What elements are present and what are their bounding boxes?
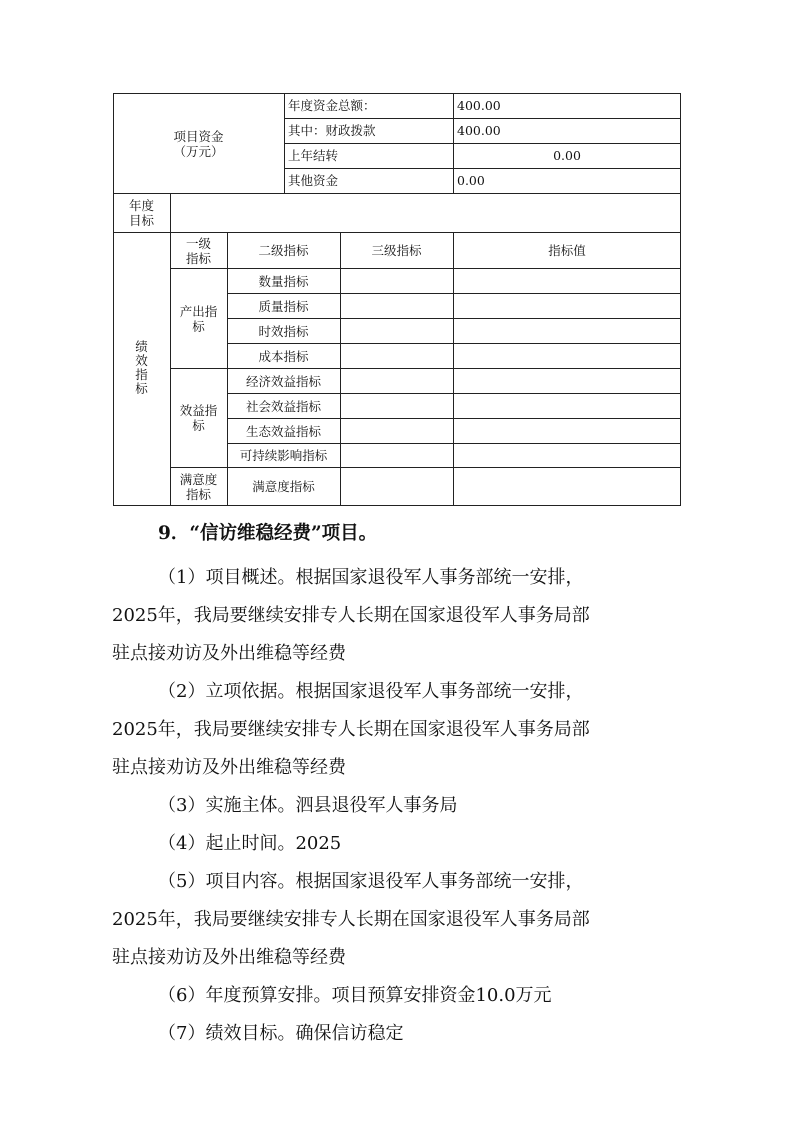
grid-line bbox=[284, 118, 681, 119]
indicator-item: 社会效益指标 bbox=[245, 399, 321, 414]
header-value: 指标值 bbox=[548, 243, 586, 258]
grid-line bbox=[227, 293, 681, 294]
paragraph-basis-cont: 2025年，我局要继续安排专人长期在国家退役军人事务局部 bbox=[112, 719, 590, 740]
perf-char: 效 bbox=[135, 353, 148, 368]
header-level1-line1: 一级 bbox=[185, 236, 211, 251]
indicator-item: 成本指标 bbox=[258, 349, 309, 364]
group-satisfaction-label bbox=[170, 472, 227, 502]
funds-fiscal-label: 其中：财政拨款 bbox=[288, 123, 376, 138]
header-level1-line2: 指标 bbox=[185, 251, 211, 266]
grid-line bbox=[284, 168, 681, 169]
funds-other-label: 其他资金 bbox=[288, 173, 339, 188]
paragraph-overview-cont: 2025年，我局要继续安排专人长期在国家退役军人事务局部 bbox=[112, 605, 590, 626]
group-satisfaction-line2: 指标 bbox=[185, 487, 211, 502]
grid-line bbox=[113, 193, 681, 194]
funds-total-label: 年度资金总额： bbox=[288, 98, 376, 113]
header-level2: 二级指标 bbox=[258, 243, 309, 258]
grid-line bbox=[227, 343, 681, 344]
paragraph-basis-cont: 驻点接劝访及外出维稳等经费 bbox=[112, 757, 346, 778]
grid-line bbox=[227, 318, 681, 319]
paragraph-period: （4）起止时间。2025 bbox=[158, 833, 342, 854]
indicator-item: 可持续影响指标 bbox=[239, 448, 328, 463]
annual-target-line1: 年度 bbox=[128, 198, 154, 213]
grid-line bbox=[227, 443, 681, 444]
paragraph-overview-cont: 驻点接劝访及外出维稳等经费 bbox=[112, 643, 346, 664]
grid-line bbox=[113, 232, 681, 233]
paragraph-content-cont: 驻点接劝访及外出维稳等经费 bbox=[112, 947, 346, 968]
perf-char: 绩 bbox=[135, 339, 148, 354]
paragraph-overview: （1）项目概述。根据国家退役军人事务部统一安排， bbox=[158, 567, 584, 588]
table-border-bottom bbox=[113, 505, 681, 506]
funds-other-value: 0.00 bbox=[457, 173, 485, 188]
grid-line bbox=[227, 418, 681, 419]
funds-total-value: 400.00 bbox=[457, 98, 501, 113]
grid-line bbox=[340, 232, 341, 506]
perf-char: 标 bbox=[135, 381, 148, 396]
group-output-line2: 标 bbox=[192, 319, 205, 334]
grid-line bbox=[170, 368, 681, 369]
indicator-item: 数量指标 bbox=[258, 274, 309, 289]
grid-line bbox=[170, 268, 681, 269]
paragraph-basis: （2）立项依据。根据国家退役军人事务部统一安排， bbox=[158, 681, 584, 702]
grid-line bbox=[284, 143, 681, 144]
performance-label bbox=[113, 340, 170, 396]
group-benefit-line1: 效益指 bbox=[179, 403, 218, 418]
indicator-item: 满意度指标 bbox=[252, 479, 315, 494]
funds-label-line1: 项目资金 bbox=[173, 129, 224, 144]
paragraph-content: （5）项目内容。根据国家退役军人事务部统一安排， bbox=[158, 871, 584, 892]
indicator-item: 经济效益指标 bbox=[245, 374, 321, 389]
grid-line bbox=[227, 393, 681, 394]
section-title: 9．“信访维稳经费”项目。 bbox=[158, 523, 378, 544]
header-level3: 三级指标 bbox=[371, 243, 422, 258]
header-level1 bbox=[170, 236, 227, 266]
funds-label-line2: （万元） bbox=[173, 144, 224, 159]
group-satisfaction-line1: 满意度 bbox=[179, 472, 218, 487]
annual-target-line2: 目标 bbox=[128, 213, 154, 228]
paragraph-goal: （7）绩效目标。确保信访稳定 bbox=[158, 1023, 404, 1044]
performance-table bbox=[0, 0, 793, 510]
indicator-item: 生态效益指标 bbox=[245, 424, 321, 439]
annual-target-label bbox=[113, 198, 170, 228]
perf-char: 指 bbox=[135, 367, 148, 382]
paragraph-content-cont: 2025年，我局要继续安排专人长期在国家退役军人事务局部 bbox=[112, 909, 590, 930]
group-benefit-line2: 标 bbox=[192, 418, 205, 433]
funds-label bbox=[113, 129, 284, 159]
group-output-line1: 产出指 bbox=[179, 304, 218, 319]
indicator-item: 时效指标 bbox=[258, 324, 309, 339]
grid-line bbox=[453, 232, 454, 506]
grid-line bbox=[170, 467, 681, 468]
paragraph-subject: （3）实施主体。泗县退役军人事务局 bbox=[158, 795, 458, 816]
group-benefit-label bbox=[170, 403, 227, 433]
indicator-item: 质量指标 bbox=[258, 299, 309, 314]
funds-carryover-value: 0.00 bbox=[553, 148, 581, 163]
group-output-label bbox=[170, 304, 227, 334]
paragraph-budget: （6）年度预算安排。项目预算安排资金10.0万元 bbox=[158, 985, 552, 1006]
funds-fiscal-value: 400.00 bbox=[457, 123, 501, 138]
table-border-top bbox=[113, 93, 681, 94]
funds-carryover-label: 上年结转 bbox=[288, 148, 339, 163]
